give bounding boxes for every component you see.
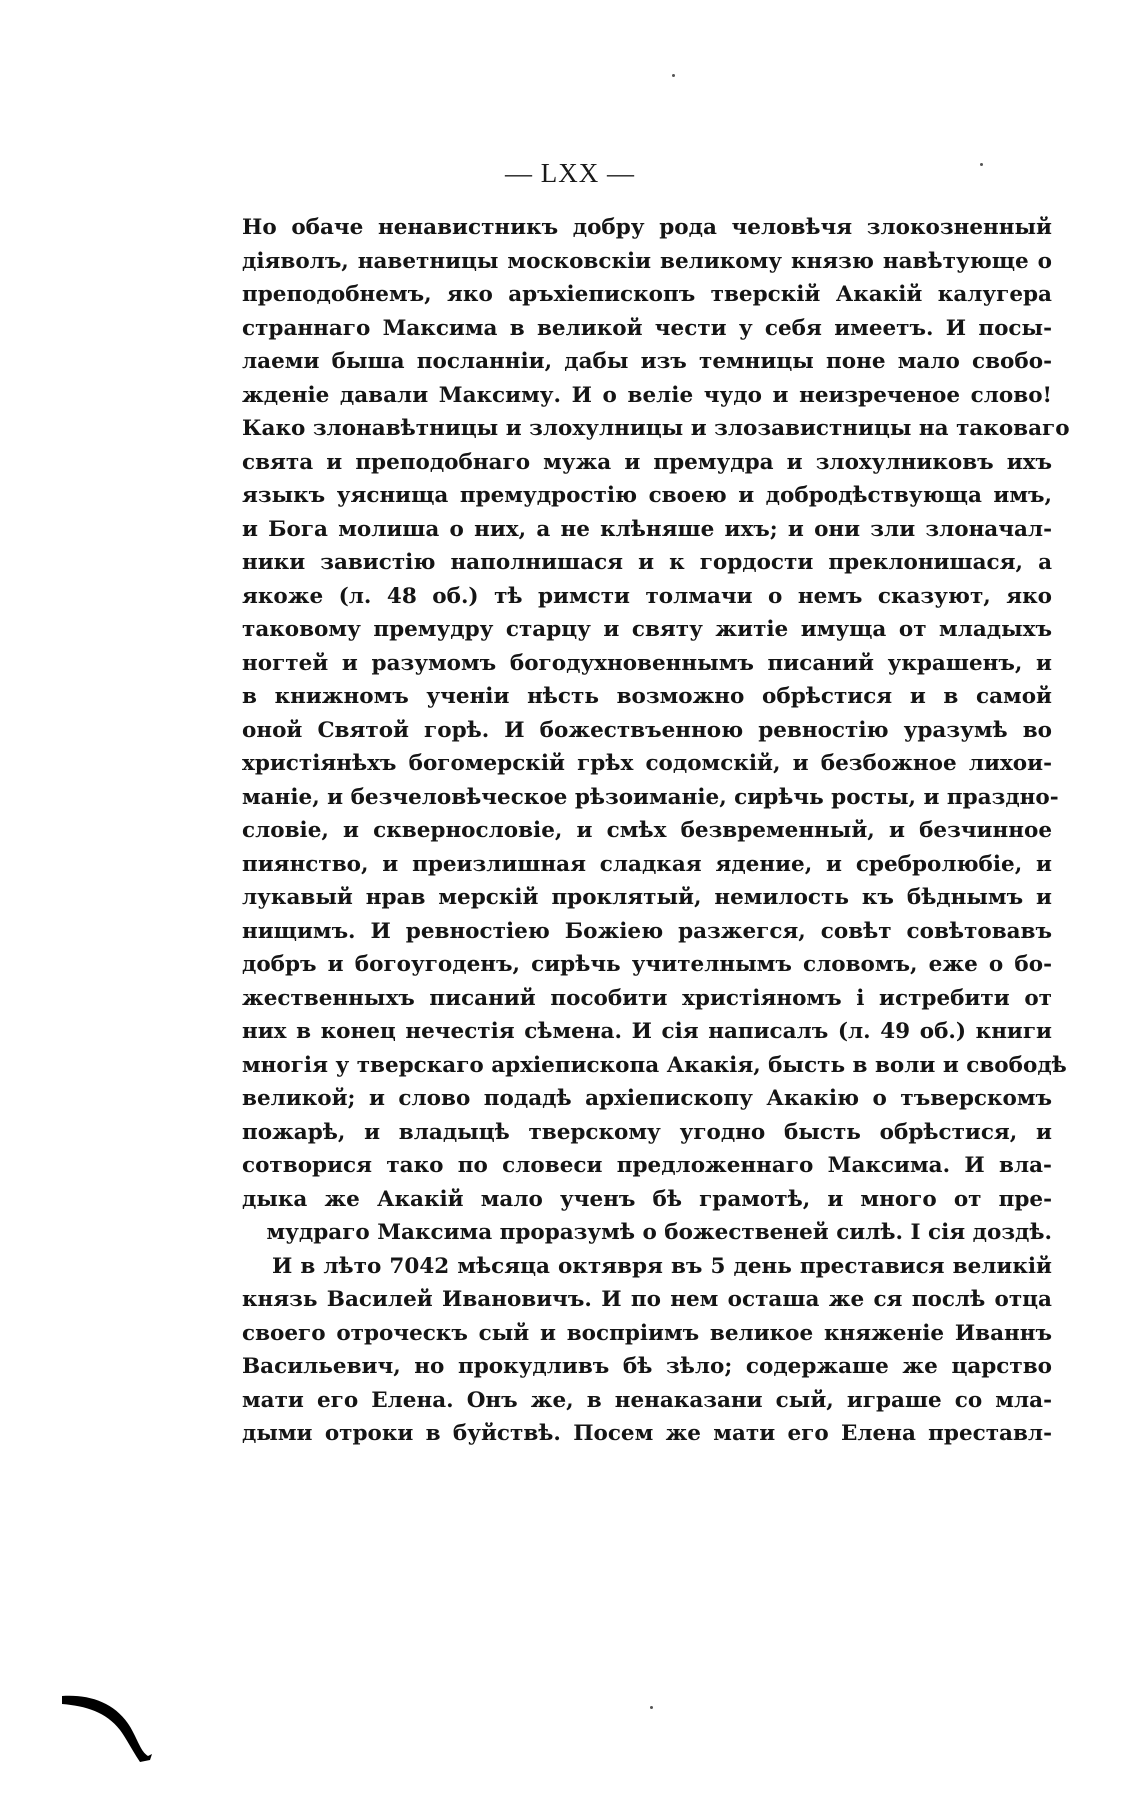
text-line: своего отроческъ сый и воспрiимъ великое княженiе Иваннъ	[242, 1320, 1052, 1346]
text-line: многiя у тверскаго архiепископа Акакiя, бысть в воли и свободѣ	[242, 1052, 1067, 1078]
text-line: таковому премудру старцу и святу житiе имуща от младыхъ	[242, 617, 1052, 642]
text-line: якоже (л. 48 об.) тѣ римсти толмачи о немъ сказуют, яко	[242, 583, 1052, 609]
text-line: пожарѣ, и владыцѣ тверскому угодно бысть обрѣстися, и	[242, 1119, 1052, 1145]
paragraph-1	[242, 211, 1070, 1250]
text-line: оной Святой горѣ. И божествъенною ревностiю уразумѣ во	[242, 717, 1052, 743]
text-line: Васильевич, но прокудливъ бѣ зѣло; содержаше же царство	[242, 1354, 1052, 1379]
scan-speck	[672, 74, 675, 77]
text-line: добръ и богоугоденъ, сирѣчь учителнымъ словомъ, еже о бо-	[242, 952, 1052, 977]
text-line: лаеми быша посланнiи, дабы изъ темницы поне мало свобо-	[242, 349, 1052, 374]
text-line: в книжномъ ученiи нѣсть возможно обрѣстися и в самой	[242, 684, 1052, 709]
text-line: жденiе давали Максиму. И о велiе чудо и неизреченое слово!	[242, 382, 1052, 408]
text-line: них в конец нечестiя сѣмена. И сiя написалъ (л. 49 об.) книги	[242, 1019, 1052, 1044]
paragraph-2	[242, 1250, 1052, 1451]
text-line: нищимъ. И ревностiею Божiею разжегся, совѣт совѣтовавъ	[242, 918, 1052, 944]
text-line: и Бога молиша о них, а не клѣняше ихъ; и они зли злоначал-	[242, 516, 1052, 542]
text-line: дiяволъ, наветницы московскiи великому князю навѣтующе о	[242, 248, 1052, 274]
text-line: языкъ уяснища премудростiю своею и добродѣствующа имъ,	[242, 483, 1052, 508]
text-line: лукавый нрав мерскiй проклятый, немилость къ бѣднымъ и	[242, 885, 1052, 910]
text-line: мудраго Максима проразумѣ о божественей силѣ. I сiя доздѣ.	[266, 1220, 1052, 1245]
text-line: страннаго Максима в великой чести у себя имеетъ. И посы-	[242, 315, 1052, 341]
text-line: мати его Елена. Онъ же, в ненаказани сый, играше со мла-	[242, 1387, 1052, 1413]
text-line: князь Василей Ивановичъ. И по нем осташа же ся послѣ отца	[242, 1287, 1052, 1312]
text-line: жественныхъ писаний пособити христiяномъ i истребити от	[242, 985, 1052, 1011]
text-line: преподобнемъ, яко аръхiепископъ тверскiй Акакiй калугера	[242, 282, 1052, 307]
body-text	[242, 211, 1070, 1451]
text-line: свята и преподобнаго мужа и премудра и злохулниковъ ихъ	[242, 449, 1052, 475]
scan-speck	[980, 163, 983, 166]
text-line: великой; и слово подадѣ архiепископу Акакiю о тъверскомъ	[242, 1086, 1052, 1111]
text-line: манiе, и безчеловѣческое рѣзоиманiе, сирѣчь росты, и праздно-	[242, 784, 1059, 810]
scan-artifact-mark	[62, 1690, 162, 1810]
text-line: дыка же Акакiй мало ученъ бѣ грамотѣ, и много от пре-	[242, 1186, 1052, 1212]
text-line: дыми отроки в буйствѣ. Посем же мати его Елена преставл-	[242, 1421, 1052, 1446]
text-line: ники завистiю наполнишася и к гордости преклонишася, а	[242, 550, 1052, 575]
text-line: христiянѣхъ богомерскiй грѣх содомскiй, и безбожное лихои-	[242, 751, 1052, 776]
text-line: пиянство, и преизлишная сладкая ядение, и сребролюбiе, и	[242, 851, 1052, 877]
text-line: И в лѣто 7042 мѣсяца октявря въ 5 день преставися великiй	[272, 1253, 1052, 1279]
page-number-heading: — LXX —	[505, 158, 635, 188]
text-line: словiе, и сквернословiе, и смѣх безвременный, и безчинное	[242, 818, 1052, 843]
text-line: Како злонавѣтницы и злохулницы и злозавистницы на таковаго	[242, 416, 1070, 441]
scan-speck	[650, 1706, 653, 1709]
text-line: Но обаче ненавистникъ добру рода человѣчя злокозненный	[242, 215, 1052, 240]
text-line: сотворися тако по словеси предложеннаго Максима. И вла-	[242, 1153, 1052, 1178]
text-line: ногтей и разумомъ богодухновеннымъ писаний украшенъ, и	[242, 650, 1052, 676]
